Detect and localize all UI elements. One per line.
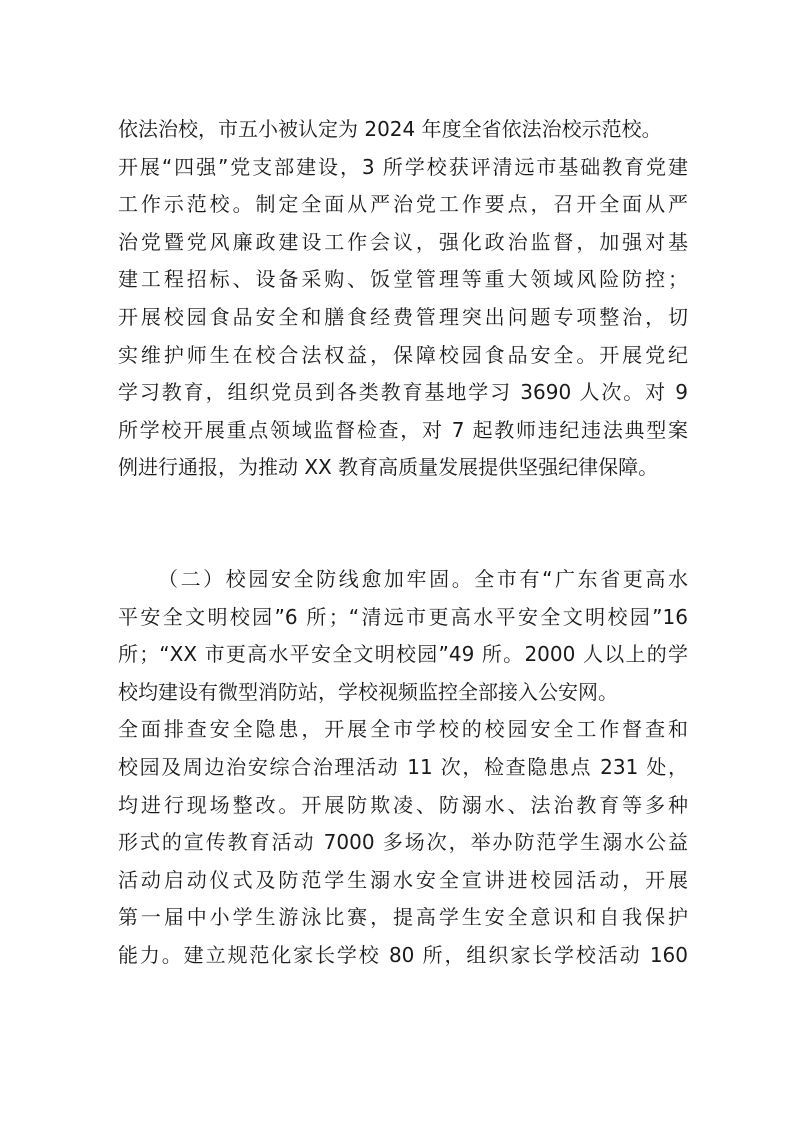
text-line: 全面排查安全隐患，开展全市学校的校园安全工作督查和 — [118, 717, 688, 742]
text-line: 活动启动仪式及防范学生溺水安全宣讲进校园活动，开展 — [118, 867, 688, 892]
text-line: 例进行通报，为推动 XX 教育高质量发展提供坚强纪律保障。 — [118, 455, 659, 480]
paragraph-2 — [118, 561, 688, 975]
text-line: 开展“四强”党支部建设，3 所学校获评清远市基础教育党建 — [118, 154, 688, 179]
text-line: 校均建设有微型消防站，学校视频监控全部接入公安网。 — [118, 679, 618, 704]
section-heading-line: （二）校园安全防线愈加牢固。全市有“广东省更高水 — [158, 567, 688, 591]
text-line: 工作示范校。制定全面从严治党工作要点，召开全面从严 — [118, 192, 688, 217]
text-line: 实维护师生在校合法权益，保障校园食品安全。开展党纪 — [118, 342, 688, 367]
text-line: 形式的宣传教育活动 7000 多场次，举办防范学生溺水公益 — [118, 830, 688, 855]
text-line: 开展校园食品安全和膳食经费管理突出问题专项整治，切 — [118, 304, 688, 329]
text-line: 第一届中小学生游泳比赛，提高学生安全意识和自我保护 — [118, 905, 688, 930]
text-line: 所学校开展重点领域监督检查，对 7 起教师违纪违法典型案 — [118, 417, 688, 442]
text-line: 均进行现场整改。开展防欺凌、防溺水、法治教育等多种 — [118, 792, 688, 817]
text-line: 校园及周边治安综合治理活动 11 次，检查隐患点 231 处， — [118, 754, 688, 779]
text-line: 能力。建立规范化家长学校 80 所，组织家长学校活动 160 — [118, 942, 688, 967]
text-line: 学习教育，组织党员到各类教育基地学习 3690 人次。对 9 — [118, 380, 688, 405]
text-line: 所；“XX 市更高水平安全文明校园”49 所。2000 人以上的学 — [118, 642, 688, 667]
text-line: 建工程招标、设备采购、饭堂管理等重大领域风险防控； — [118, 267, 688, 292]
text-line: 治党暨党风廉政建设工作会议，强化政治监督，加强对基 — [118, 229, 688, 254]
text-line: 依法治校，市五小被认定为 2024 年度全省依法治校示范校。 — [118, 117, 662, 141]
paragraph-1 — [118, 111, 688, 487]
text-line: 平安全文明校园”6 所；“清远市更高水平安全文明校园”16 — [118, 604, 688, 629]
